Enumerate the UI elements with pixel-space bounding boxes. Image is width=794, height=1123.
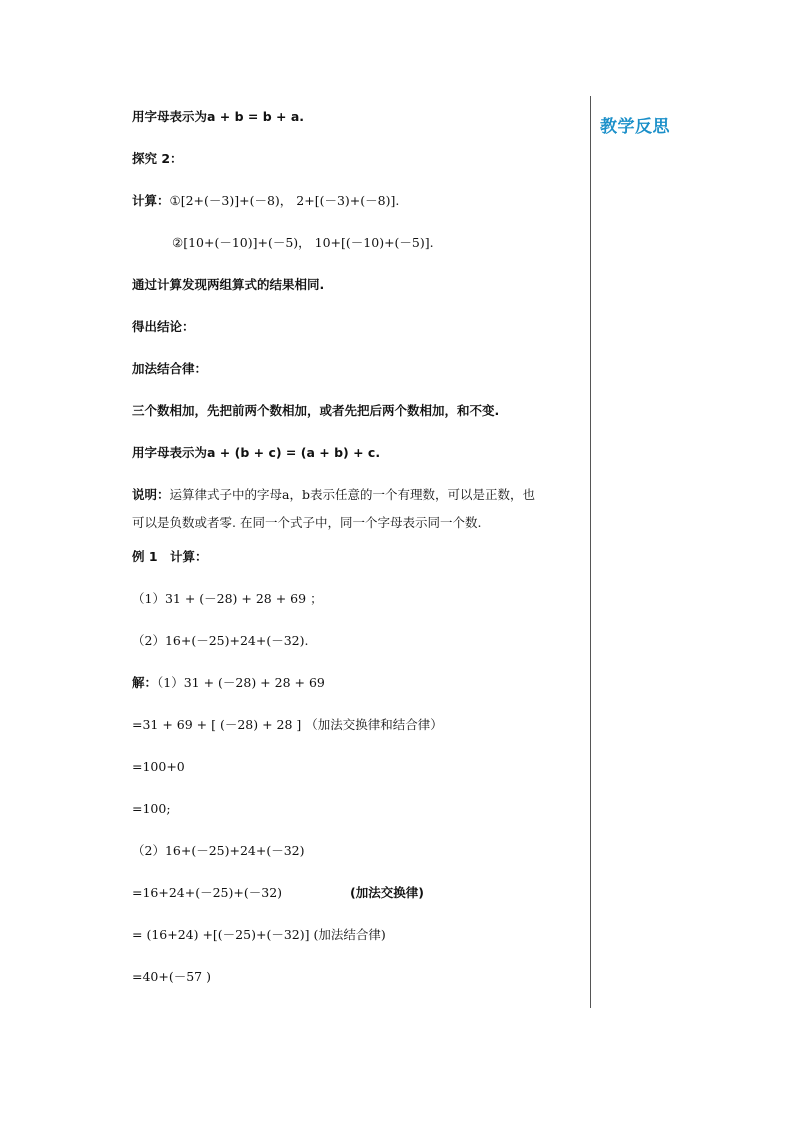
solution-step-8: =40+(－57 ) bbox=[132, 969, 211, 984]
solution-step-1: （1）31 + (－28) + 28 + 69 bbox=[157, 675, 325, 690]
calc-label: 计算： bbox=[132, 193, 170, 208]
example-item-1: （1）31 + (－28) + 28 + 69 ； bbox=[132, 591, 323, 606]
calc-line-1 bbox=[132, 192, 399, 210]
associative-law-heading: 加法结合律： bbox=[132, 361, 208, 376]
note-text-1: 运算律式子中的字母a，b表示任意的一个有理数，可以是正数，也 bbox=[169, 487, 535, 502]
conclusion-heading: 得出结论： bbox=[132, 319, 195, 334]
observation: 通过计算发现两组算式的结果相同. bbox=[132, 277, 325, 292]
calc-expression-1: ①[2+(－3)]+(－8)， 2+[(－3)+(－8)]. bbox=[169, 193, 400, 208]
solution-step-6-note: (加法交换律) bbox=[350, 885, 424, 900]
teaching-reflection-title: 教学反思 bbox=[600, 117, 670, 137]
example-item-2: （2）16+(－25)+24+(－32). bbox=[132, 633, 309, 648]
note-label: 说明： bbox=[132, 487, 170, 502]
exploration-2-heading: 探究 2： bbox=[132, 151, 183, 166]
example-heading: 例 1 计算： bbox=[132, 549, 208, 564]
solution-step-2: =31 + 69 + [ (－28) + 28 ] （加法交换律和结合律） bbox=[132, 717, 443, 732]
column-divider bbox=[590, 96, 591, 1008]
associative-law-statement: 三个数相加，先把前两个数相加，或者先把后两个数相加，和不变. bbox=[132, 403, 500, 418]
note-line-1 bbox=[132, 486, 535, 504]
note-text-2: 可以是负数或者零. 在同一个式子中，同一个字母表示同一个数. bbox=[132, 515, 482, 530]
solution-label: 解： bbox=[132, 675, 158, 690]
calc-expression-2: ②[10+(－10)]+(－5)， 10+[(－10)+(－5)]. bbox=[172, 235, 434, 250]
solution-step-6 bbox=[132, 884, 424, 902]
solution-step-5: （2）16+(－25)+24+(－32) bbox=[132, 843, 305, 858]
solution-line-1 bbox=[132, 674, 325, 692]
solution-step-4: =100; bbox=[132, 801, 171, 816]
associative-formula: 用字母表示为a + (b + c) = (a + b) + c. bbox=[132, 445, 381, 460]
solution-step-3: =100+0 bbox=[132, 759, 185, 774]
solution-step-6-expr: =16+24+(－25)+(－32) bbox=[132, 885, 283, 900]
commutative-formula: 用字母表示为a + b = b + a. bbox=[132, 109, 305, 124]
solution-step-7: = (16+24) +[(－25)+(－32)] (加法结合律) bbox=[132, 927, 386, 942]
